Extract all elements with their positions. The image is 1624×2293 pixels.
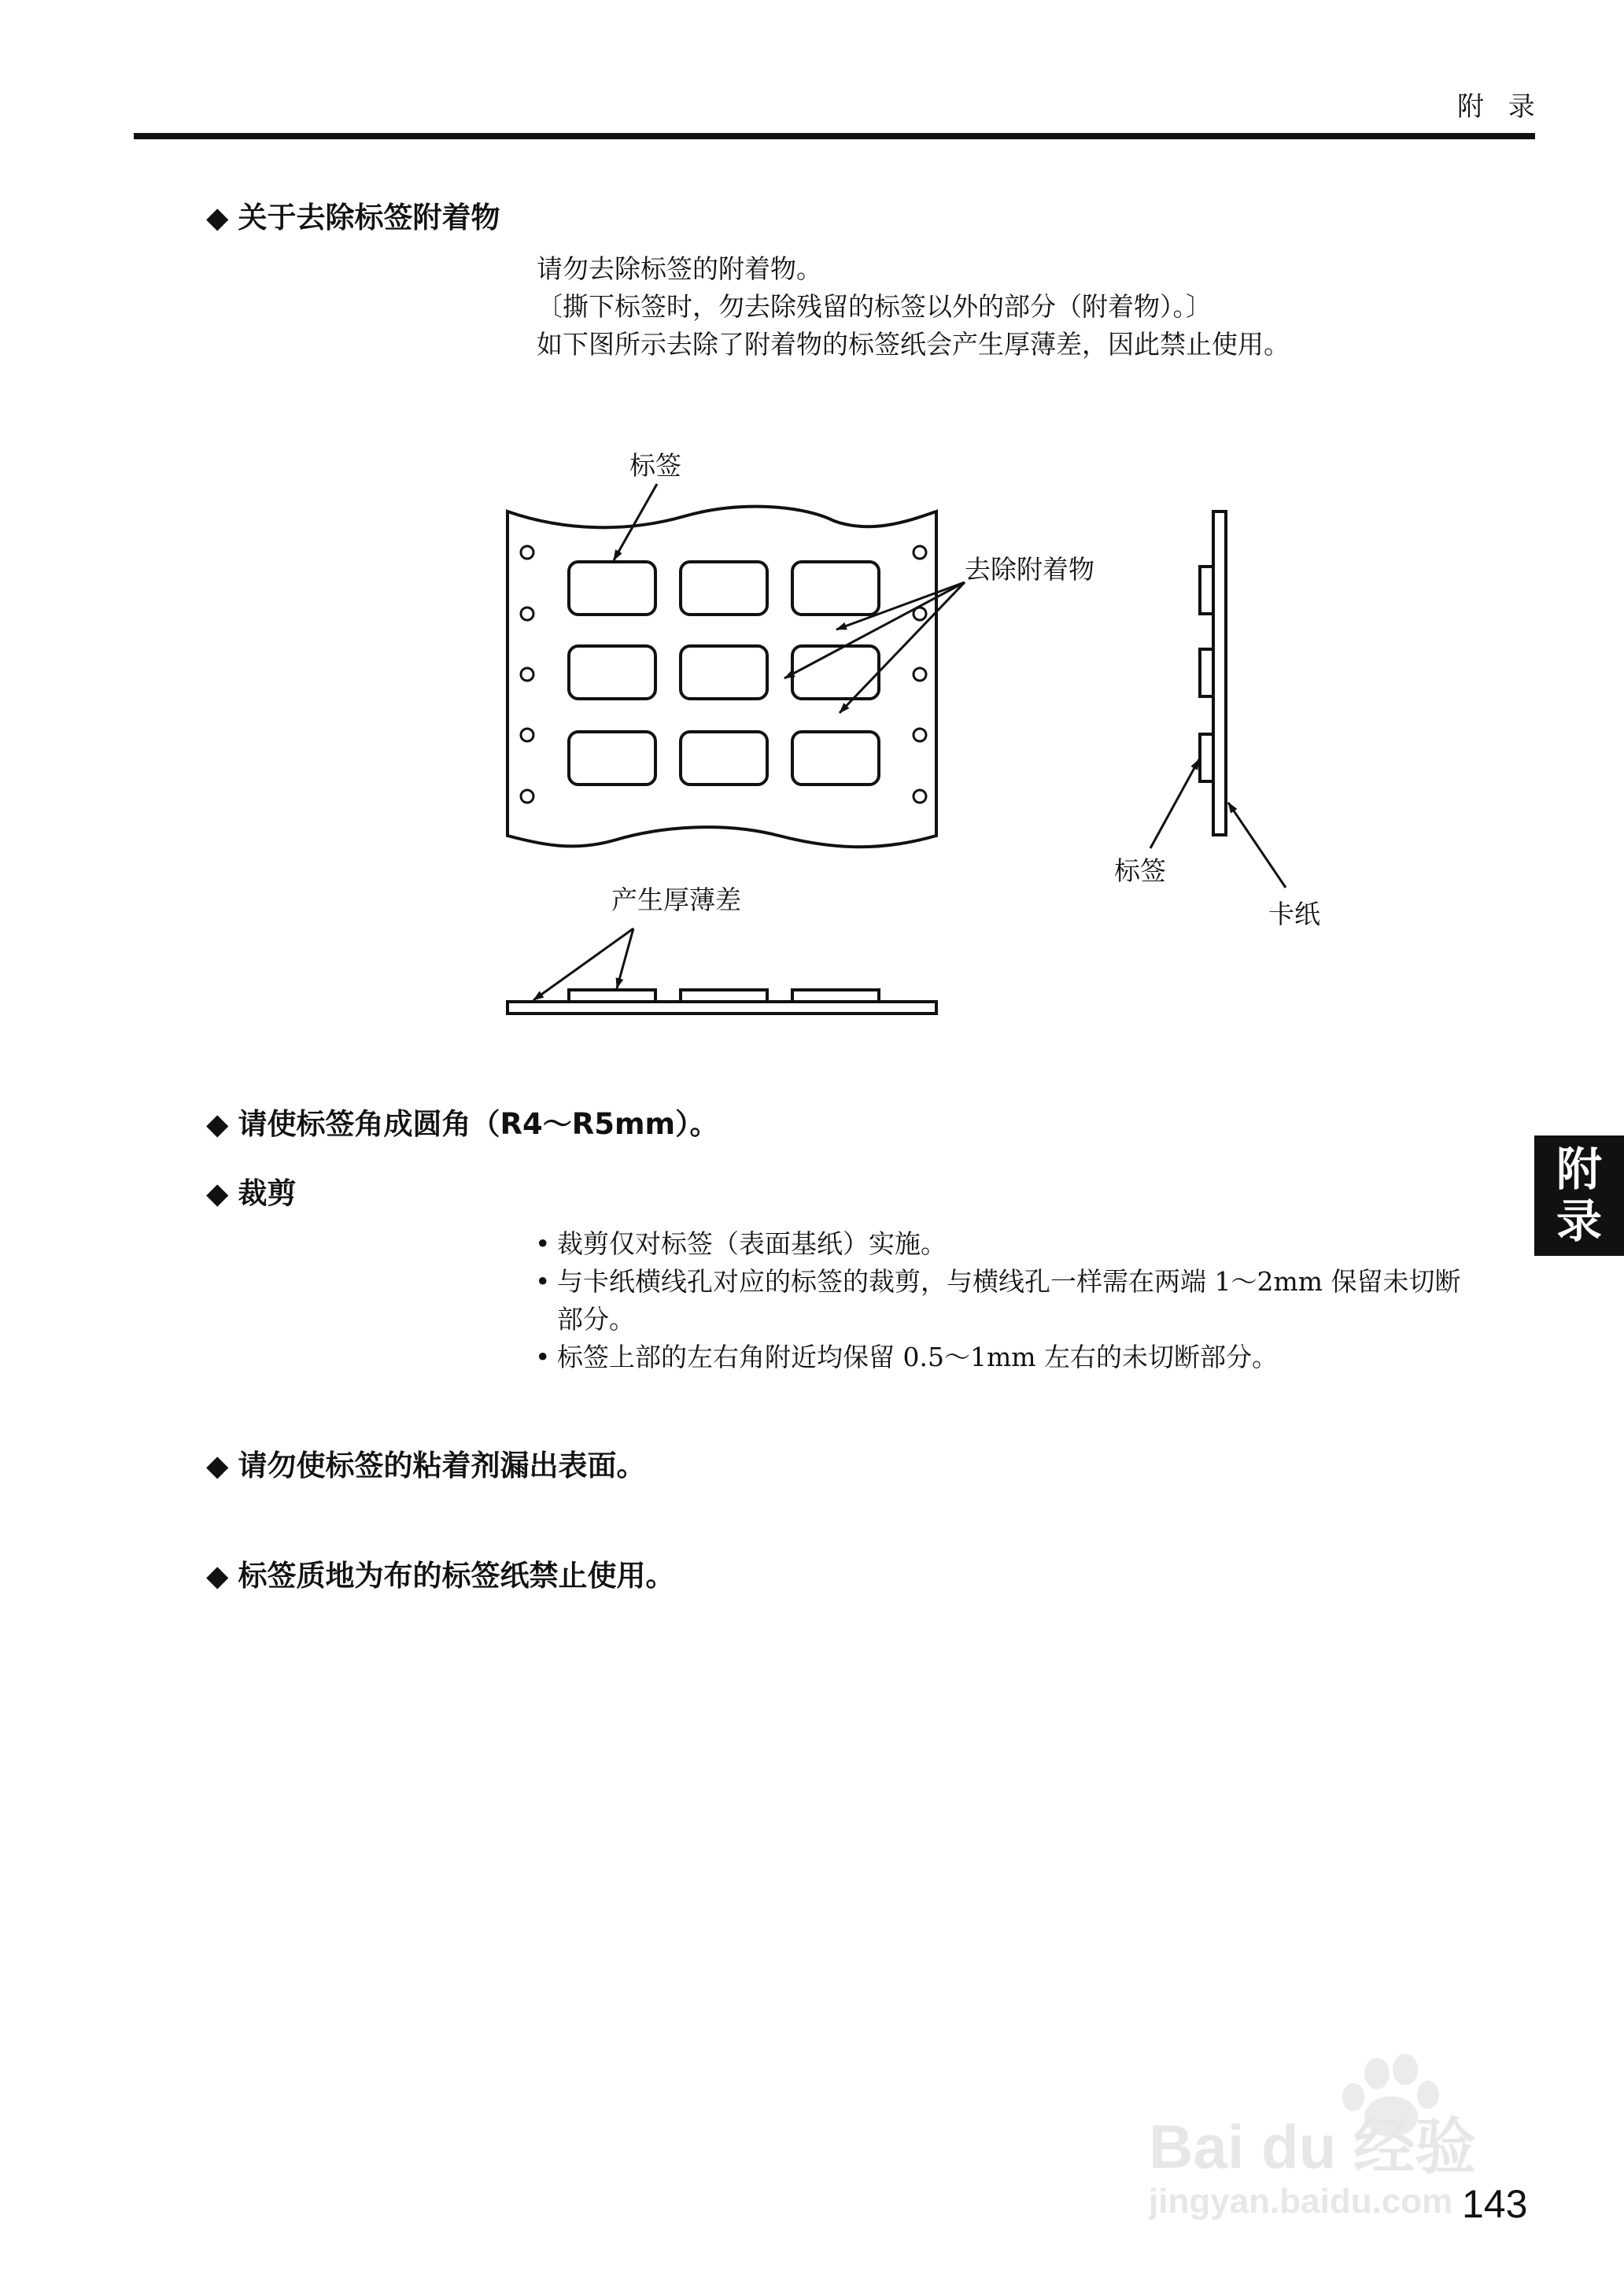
section-heading-cutting bbox=[206, 1169, 296, 1212]
list-item: • 裁剪仅对标签（表面基纸）实施。 bbox=[535, 1225, 1479, 1263]
diamond-bullet-icon: ◆ bbox=[206, 1559, 229, 1593]
section-heading-text: 请使标签角成圆角（R4～R5mm）。 bbox=[238, 1107, 719, 1141]
list-item: • 标签上部的左右角附近均保留 0.5～1mm 左右的未切断部分。 bbox=[535, 1339, 1479, 1376]
cutting-bullet-list bbox=[535, 1225, 1479, 1376]
list-item: • 与卡纸横线孔对应的标签的裁剪，与横线孔一样需在两端 1～2mm 保留未切断部分。 bbox=[535, 1263, 1462, 1339]
diamond-bullet-icon: ◆ bbox=[206, 201, 229, 234]
diagram-label-thickness: 产生厚薄差 bbox=[611, 884, 741, 915]
header-section-label: 附 录 bbox=[1457, 91, 1543, 123]
section-heading-text: 请勿使标签的粘着剂漏出表面。 bbox=[238, 1449, 646, 1483]
diagram-label-backing: 卡纸 bbox=[1268, 899, 1320, 929]
side-tab-line-1: 附 bbox=[1556, 1143, 1602, 1196]
page-number: 143 bbox=[1462, 2182, 1528, 2226]
side-view-diagram bbox=[1200, 511, 1226, 835]
label-grid bbox=[569, 562, 879, 785]
diamond-bullet-icon: ◆ bbox=[206, 1449, 229, 1483]
paragraph-line-2: 〔撕下标签时，勿去除残留的标签以外的部分（附着物）。〕 bbox=[537, 291, 1212, 322]
section-heading-text: 标签质地为布的标签纸禁止使用。 bbox=[238, 1559, 675, 1593]
diagram-label-side-label: 标签 bbox=[1114, 855, 1166, 886]
cross-section-diagram bbox=[507, 990, 936, 1014]
section-heading-text: 关于去除标签附着物 bbox=[238, 201, 500, 234]
arrow-side-label bbox=[1150, 759, 1199, 848]
section-heading-adhesive bbox=[206, 1442, 645, 1484]
side-tab-line-2: 录 bbox=[1556, 1195, 1602, 1248]
section-heading-rounded-corners bbox=[206, 1100, 719, 1143]
diamond-bullet-icon: ◆ bbox=[206, 1107, 229, 1141]
section-side-tab bbox=[1534, 1135, 1624, 1256]
diagram-label-removed: 去除附着物 bbox=[965, 554, 1094, 585]
section-heading-cloth bbox=[206, 1552, 674, 1594]
diamond-bullet-icon: ◆ bbox=[206, 1176, 229, 1210]
arrow-backing bbox=[1228, 803, 1286, 888]
label-sheet-diagram bbox=[0, 0, 1624, 1039]
watermark-url: jingyan.baidu.com bbox=[1149, 2182, 1453, 2221]
paragraph-line-1: 请勿去除标签的附着物。 bbox=[537, 253, 822, 284]
section-heading-text: 裁剪 bbox=[238, 1176, 297, 1210]
diagram-label-top: 标签 bbox=[629, 450, 681, 481]
paragraph-line-3: 如下图所示去除了附着物的标签纸会产生厚薄差，因此禁止使用。 bbox=[537, 329, 1290, 360]
watermark-brand: Bai du 经验 bbox=[1149, 2112, 1477, 2181]
